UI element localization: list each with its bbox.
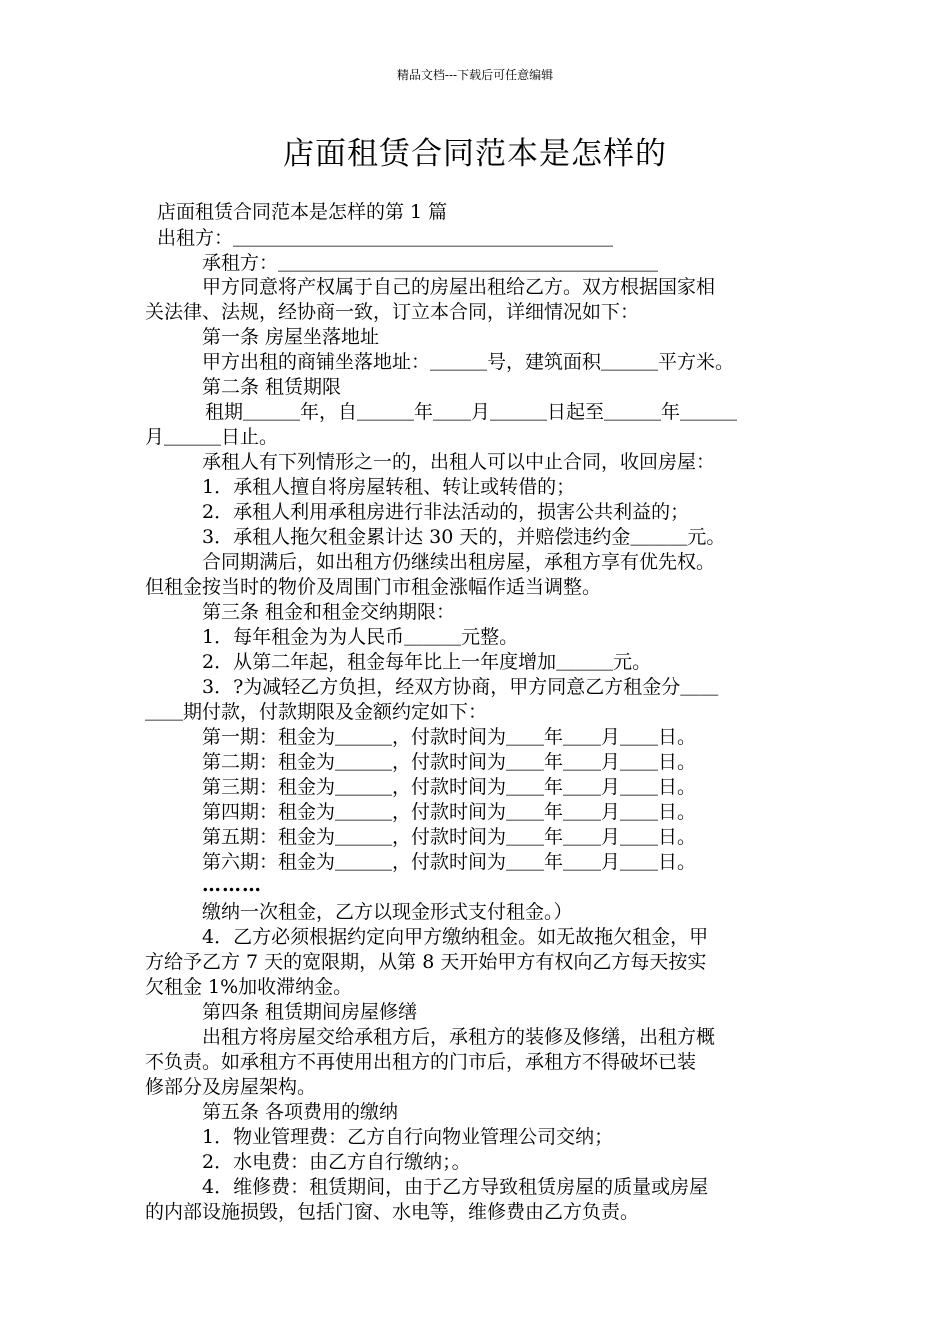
paragraph-line: 承租人有下列情形之一的，出租人可以中止合同，收回房屋： [202,451,716,473]
article-heading: 第五条 各项费用的缴纳 [202,1101,399,1123]
paragraph-line: 但租金按当时的物价及周围门市租金涨幅作适当调整。 [145,576,602,598]
paragraph-line: 缴纳一次租金，乙方以现金形式支付租金。） [202,901,573,923]
list-item: 1．承租人擅自将房屋转租、转让或转借的； [202,476,576,498]
list-item: 2．承租人利用承租房进行非法活动的，损害公共利益的； [202,501,690,523]
installment-line: 第三期：租金为＿＿＿，付款时间为＿＿年＿＿月＿＿日。 [202,776,697,798]
paragraph-line: 月＿＿＿日止。 [145,426,279,448]
list-item: 1．物业管理费：乙方自行向物业管理公司交纳； [202,1126,614,1148]
list-item: 2．从第二年起，租金每年比上一年度增加＿＿＿元。 [202,651,652,673]
paragraph-line: 出租方将房屋交给承租方后，承租方的装修及修缮，出租方概 [202,1026,716,1048]
section-heading: 店面租赁合同范本是怎样的第 1 篇 [157,201,448,223]
list-item: 4．乙方必须根据约定向甲方缴纳租金。如无故拖欠租金，甲 [202,926,709,948]
article-heading: 第四条 租赁期间房屋修缮 [202,1001,418,1023]
list-item: 4．维修费：租赁期间，由于乙方导致租赁房屋的质量或房屋 [202,1176,709,1198]
list-item: 2．水电费：由乙方自行缴纳；。 [202,1151,471,1173]
paragraph-line: 方给予乙方 7 天的宽限期，从第 8 天开始甲方有权向乙方每天按实 [145,951,707,973]
document-title: 店面租赁合同范本是怎样的 [283,136,667,172]
lessor-line: 出租方：＿＿＿＿＿＿＿＿＿＿＿＿＿＿＿＿＿＿＿＿ [157,227,614,249]
list-item: 1．每年租金为为人民币＿＿＿元整。 [202,626,519,648]
paragraph-line: 欠租金 1%加收滞纳金。 [145,976,353,998]
paragraph-line: 的内部设施损毁，包括门窗、水电等，维修费由乙方负责。 [145,1201,640,1223]
installment-line: 第二期：租金为＿＿＿，付款时间为＿＿年＿＿月＿＿日。 [202,751,697,773]
paragraph-line: ＿＿期付款，付款期限及金额约定如下： [145,701,488,723]
paragraph-line: 不负责。如承租方不再使用出租方的门市后，承租方不得破坏已装 [145,1051,697,1073]
list-item: 3．?为减轻乙方负担，经双方协商，甲方同意乙方租金分＿＿ [202,676,719,698]
installment-line: 第一期：租金为＿＿＿，付款时间为＿＿年＿＿月＿＿日。 [202,726,697,748]
article-heading: 第一条 房屋坐落地址 [202,326,380,348]
paragraph-line: 合同期满后，如出租方仍继续出租房屋，承租方享有优先权。 [202,551,716,573]
page-header: 精品文档---下载后可任意编辑 [396,68,554,82]
paragraph-line: 租期＿＿＿年，自＿＿＿年＿＿月＿＿＿日起至＿＿＿年＿＿＿ [205,401,738,423]
paragraph-line: 修部分及房屋架构。 [145,1076,317,1098]
article-heading: 第三条 租金和租金交纳期限： [202,601,456,623]
lessee-line: 承租方：＿＿＿＿＿＿＿＿＿＿＿＿＿＿＿＿＿＿＿＿ [202,252,659,274]
installment-line: 第四期：租金为＿＿＿，付款时间为＿＿年＿＿月＿＿日。 [202,801,697,823]
paragraph-line: 关法律、法规，经协商一致，订立本合同，详细情况如下： [145,301,640,323]
article-heading: 第二条 租赁期限 [202,376,342,398]
paragraph-line: 甲方同意将产权属于自己的房屋出租给乙方。双方根据国家相 [202,276,716,298]
paragraph-line: 甲方出租的商铺坐落地址：＿＿＿号，建筑面积＿＿＿平方米。 [202,351,735,373]
ellipsis: ……… [202,874,262,896]
installment-line: 第六期：租金为＿＿＿，付款时间为＿＿年＿＿月＿＿日。 [202,851,697,873]
list-item: 3．承租人拖欠租金累计达 30 天的，并赔偿违约金＿＿＿元。 [202,526,726,548]
installment-line: 第五期：租金为＿＿＿，付款时间为＿＿年＿＿月＿＿日。 [202,826,697,848]
